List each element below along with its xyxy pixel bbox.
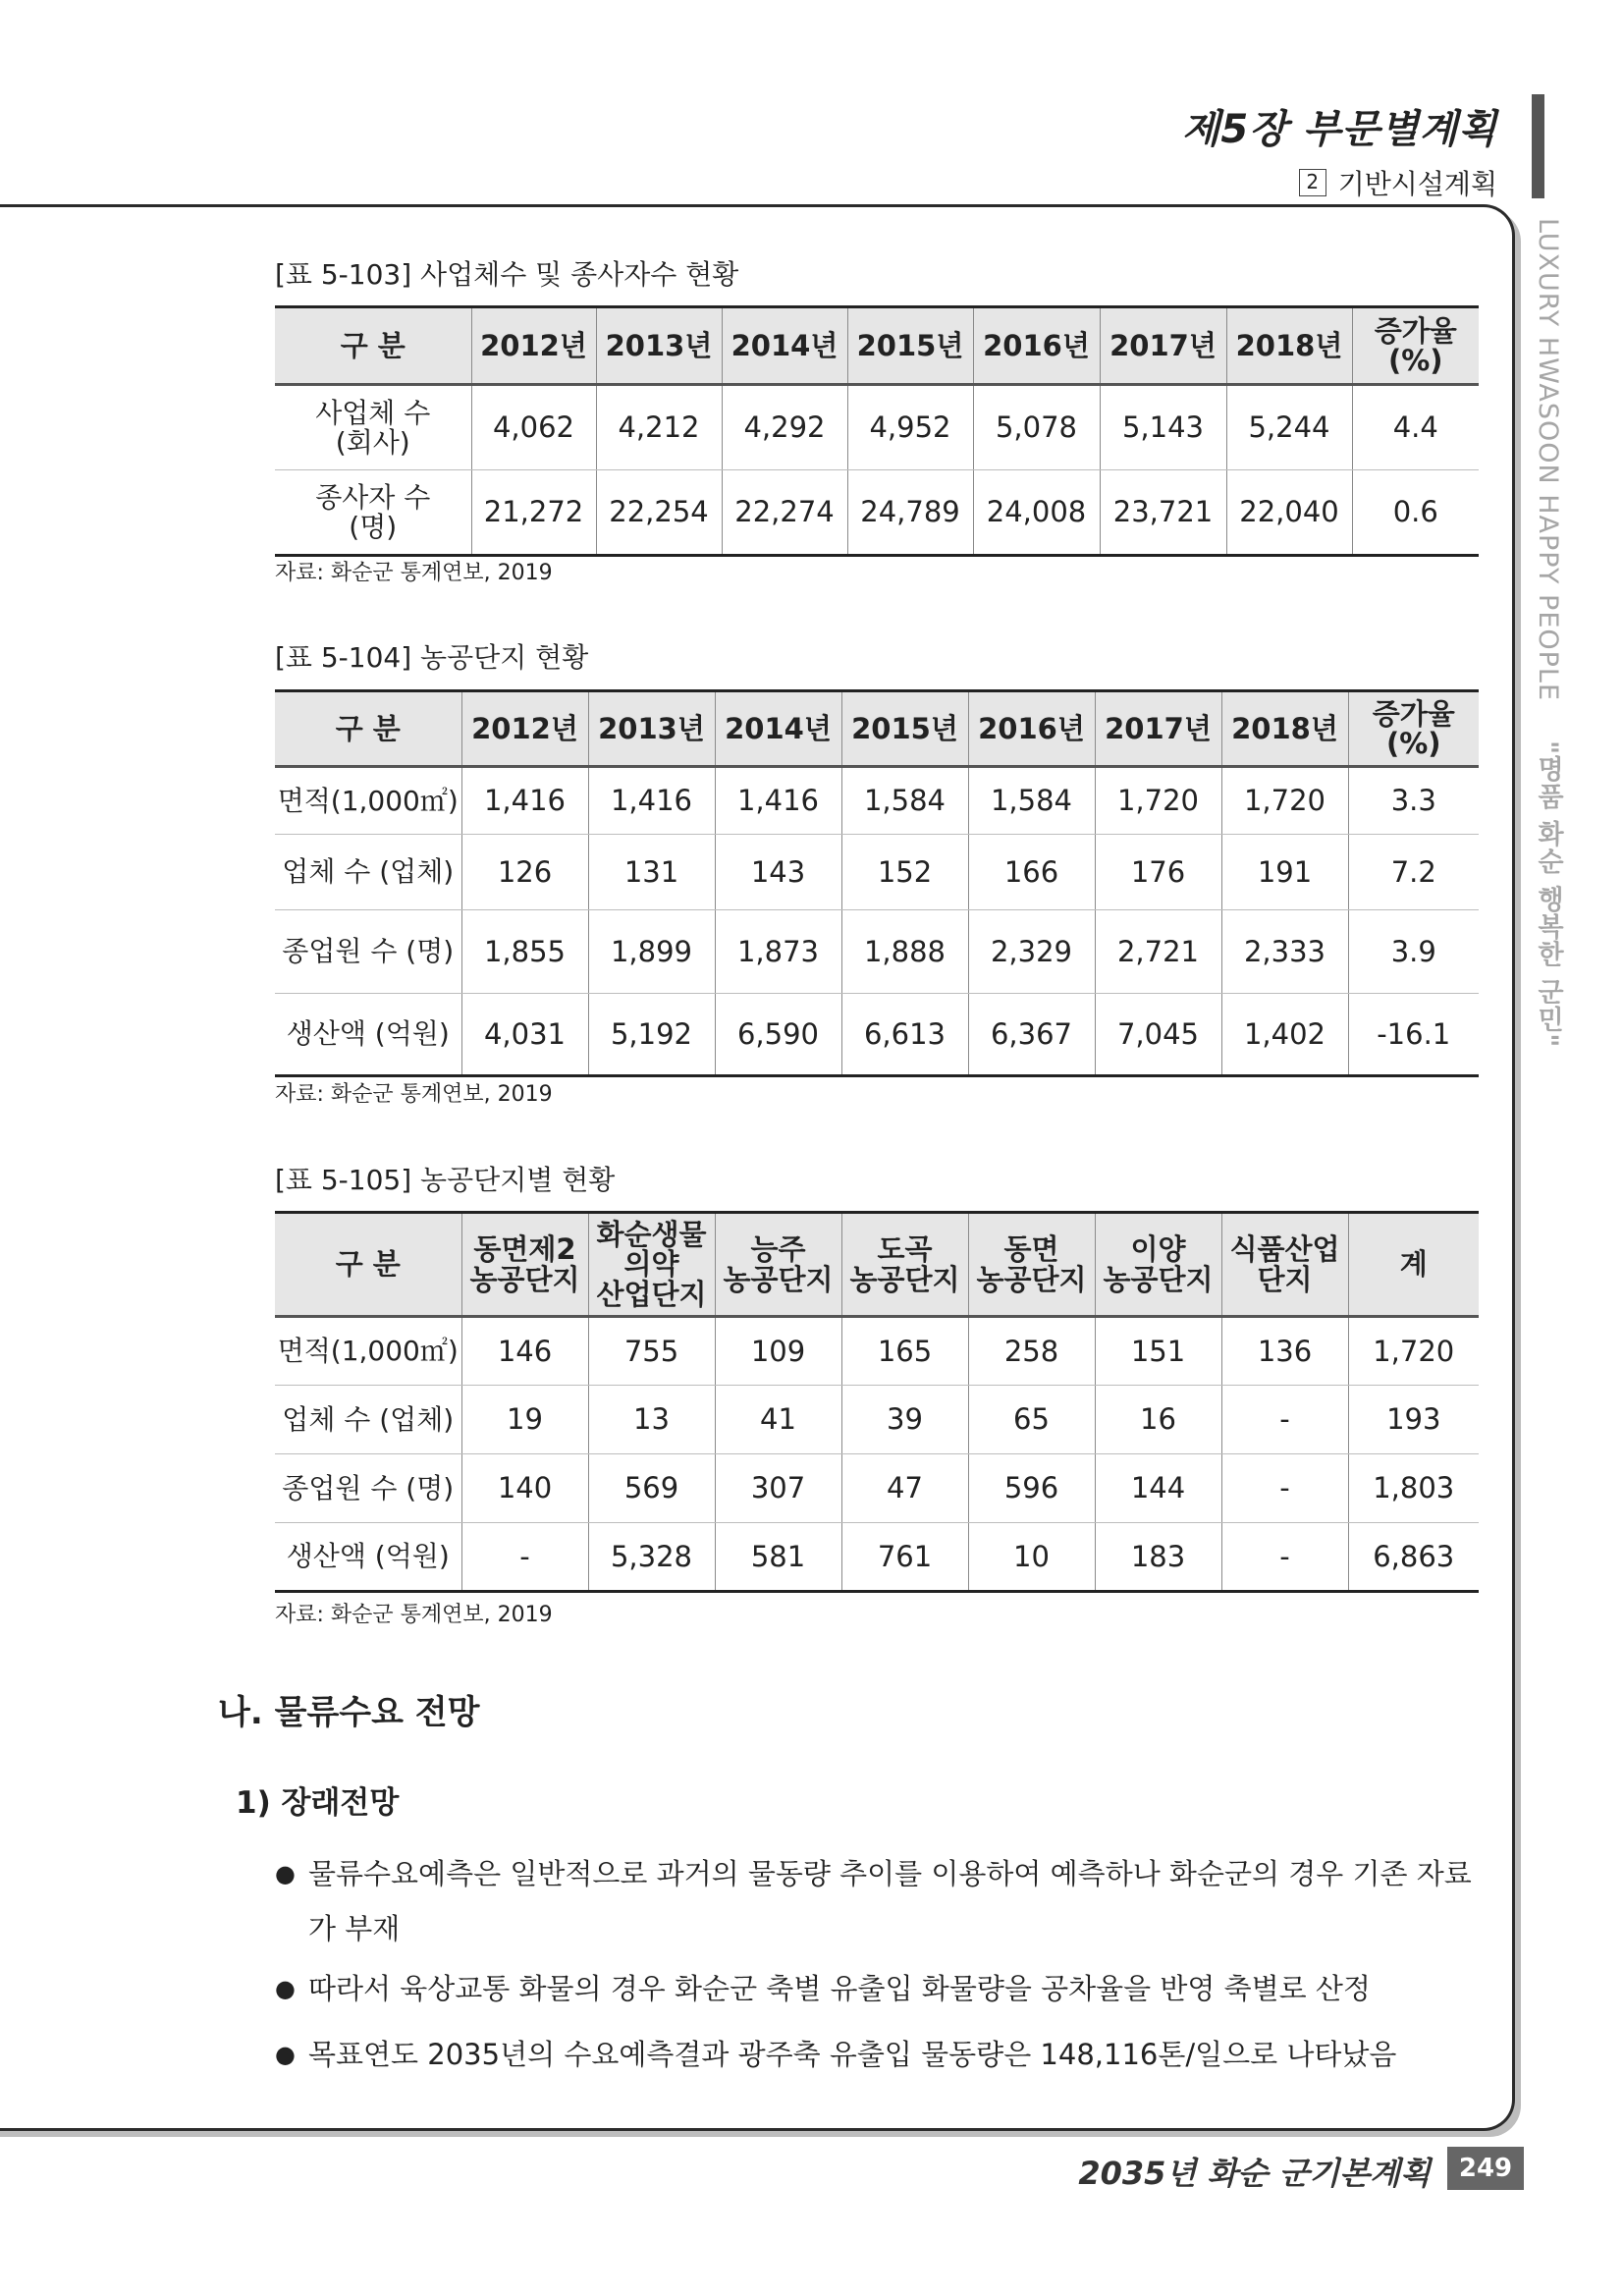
table-cell: 41 <box>715 1386 841 1454</box>
section-number-box: 2 <box>1299 169 1326 196</box>
bullet-item <box>275 2027 1473 2082</box>
table-cell: 22,040 <box>1226 470 1352 556</box>
table-cell: 1,888 <box>841 910 968 994</box>
table-cell: 47 <box>841 1454 968 1523</box>
column-header: 2018년 <box>1221 691 1348 767</box>
table-cell: 1,584 <box>841 767 968 835</box>
bullet-item <box>275 1961 1473 2016</box>
table-cell: 596 <box>968 1454 1095 1523</box>
table-cell: 1,416 <box>715 767 841 835</box>
page-number: 249 <box>1447 2147 1524 2190</box>
column-header: 구 분 <box>275 691 461 767</box>
table-header-row <box>275 691 1479 767</box>
bullet-item <box>275 1846 1473 1956</box>
row-label: 생산액 (억원) <box>275 994 461 1076</box>
table-cell: 307 <box>715 1454 841 1523</box>
column-header: 2015년 <box>841 691 968 767</box>
table-cell: 6,590 <box>715 994 841 1076</box>
row-label: 종사자 수 (명) <box>275 470 471 556</box>
row-label: 사업체 수 (회사) <box>275 385 471 470</box>
column-header: 2016년 <box>968 691 1095 767</box>
table1-caption: [표 5-103] 사업체수 및 종사자수 현황 <box>275 258 739 291</box>
row-label: 면적(1,000㎡) <box>275 1317 461 1386</box>
column-header: 계 <box>1348 1213 1479 1317</box>
table2 <box>275 689 1479 1077</box>
table-cell: 1,416 <box>588 767 715 835</box>
bullet-text: 물류수요예측은 일반적으로 과거의 물동량 추이를 이용하여 예측하나 화순군의 경우 기존 자료가 부재 <box>308 1857 1472 1945</box>
table-cell: 1,873 <box>715 910 841 994</box>
table-cell: 1,720 <box>1221 767 1348 835</box>
table-cell: 140 <box>461 1454 588 1523</box>
bullet-text: 목표연도 2035년의 수요예측결과 광주축 유출입 물동량은 148,116톤/일으로 나타났음 <box>308 2038 1397 2071</box>
table-cell: 3.3 <box>1348 767 1479 835</box>
table1 <box>275 305 1479 557</box>
side-slogan-english: LUXURY HWASOON HAPPY PEOPLE <box>1533 218 1563 702</box>
table-cell: 22,254 <box>596 470 722 556</box>
table-cell: 151 <box>1095 1317 1221 1386</box>
table-cell: 581 <box>715 1523 841 1592</box>
table-cell: 2,329 <box>968 910 1095 994</box>
table-row <box>275 835 1479 910</box>
row-label: 종업원 수 (명) <box>275 1454 461 1523</box>
table-cell: 24,008 <box>973 470 1100 556</box>
table-cell: 1,584 <box>968 767 1095 835</box>
column-header: 증가율 (%) <box>1348 691 1479 767</box>
table-cell: 5,078 <box>973 385 1100 470</box>
table-cell: 3.9 <box>1348 910 1479 994</box>
column-header: 2013년 <box>596 307 722 385</box>
table-cell: 144 <box>1095 1454 1221 1523</box>
table-cell: 193 <box>1348 1386 1479 1454</box>
table-cell: 143 <box>715 835 841 910</box>
table-cell: 4,031 <box>461 994 588 1076</box>
row-label: 업체 수 (업체) <box>275 835 461 910</box>
table-cell: 5,244 <box>1226 385 1352 470</box>
bullet-dot: ● <box>275 1860 296 1887</box>
section-subheading: 1) 장래전망 <box>236 1785 400 1821</box>
table-cell: 16 <box>1095 1386 1221 1454</box>
table2-caption: [표 5-104] 농공단지 현황 <box>275 641 589 674</box>
table-cell: 569 <box>588 1454 715 1523</box>
table-cell: 6,367 <box>968 994 1095 1076</box>
bullet-text: 따라서 육상교통 화물의 경우 화순군 축별 유출입 화물량을 공차율을 반영 축별로 산정 <box>308 1972 1371 2005</box>
table-cell: 4.4 <box>1352 385 1479 470</box>
table-cell: 183 <box>1095 1523 1221 1592</box>
table-cell: 6,863 <box>1348 1523 1479 1592</box>
table1-source: 자료: 화순군 통계연보, 2019 <box>275 561 553 585</box>
column-header: 2012년 <box>461 691 588 767</box>
column-header: 식품산업 단지 <box>1221 1213 1348 1317</box>
table-row <box>275 910 1479 994</box>
table-cell: 146 <box>461 1317 588 1386</box>
column-header: 2014년 <box>715 691 841 767</box>
column-header: 2017년 <box>1100 307 1226 385</box>
table-row <box>275 1523 1479 1592</box>
table-cell: 2,721 <box>1095 910 1221 994</box>
table-cell: 166 <box>968 835 1095 910</box>
table-cell: 258 <box>968 1317 1095 1386</box>
table3 <box>275 1211 1479 1593</box>
table-cell: 1,899 <box>588 910 715 994</box>
table-header-row <box>275 1213 1479 1317</box>
table-cell: 7.2 <box>1348 835 1479 910</box>
table-cell: 1,416 <box>461 767 588 835</box>
table-cell: 2,333 <box>1221 910 1348 994</box>
column-header: 동면 농공단지 <box>968 1213 1095 1317</box>
table3-source: 자료: 화순군 통계연보, 2019 <box>275 1603 553 1627</box>
table-cell: -16.1 <box>1348 994 1479 1076</box>
column-header: 동면제2 농공단지 <box>461 1213 588 1317</box>
table-header-row <box>275 307 1479 385</box>
table-cell: 165 <box>841 1317 968 1386</box>
table2-source: 자료: 화순군 통계연보, 2019 <box>275 1082 553 1107</box>
bullet-dot: ● <box>275 1975 296 2002</box>
table3-caption: [표 5-105] 농공단지별 현황 <box>275 1164 616 1196</box>
table-row <box>275 470 1479 556</box>
table-cell: 7,045 <box>1095 994 1221 1076</box>
table-cell: 23,721 <box>1100 470 1226 556</box>
table-cell: 761 <box>841 1523 968 1592</box>
table-cell: 131 <box>588 835 715 910</box>
table-cell: 21,272 <box>471 470 596 556</box>
table-cell: 65 <box>968 1386 1095 1454</box>
row-label: 업체 수 (업체) <box>275 1386 461 1454</box>
table-cell: 4,212 <box>596 385 722 470</box>
table-cell: - <box>461 1523 588 1592</box>
section-label <box>1299 163 1497 202</box>
side-slogan <box>1528 218 1567 1082</box>
table-cell: 0.6 <box>1352 470 1479 556</box>
table-cell: 4,292 <box>722 385 847 470</box>
row-label: 생산액 (억원) <box>275 1523 461 1592</box>
column-header: 2014년 <box>722 307 847 385</box>
column-header: 2018년 <box>1226 307 1352 385</box>
table-row <box>275 385 1479 470</box>
side-slogan-korean: "명품 화순 행복한 군민" <box>1533 739 1563 1048</box>
table-cell: 109 <box>715 1317 841 1386</box>
table-cell: 191 <box>1221 835 1348 910</box>
header-accent-bar <box>1532 94 1544 198</box>
table-cell: 10 <box>968 1523 1095 1592</box>
section-title: 기반시설계획 <box>1337 168 1497 200</box>
table-cell: 39 <box>841 1386 968 1454</box>
chapter-title: 제5장 부문별계획 <box>1181 107 1497 152</box>
table-row <box>275 1386 1479 1454</box>
section-heading: 나. 물류수요 전망 <box>218 1693 480 1732</box>
table-cell: 1,803 <box>1348 1454 1479 1523</box>
column-header: 도곡 농공단지 <box>841 1213 968 1317</box>
column-header: 화순생물 의약 산업단지 <box>588 1213 715 1317</box>
table-cell: 6,613 <box>841 994 968 1076</box>
table-cell: 22,274 <box>722 470 847 556</box>
footer-title: 2035년 화순 군기본계획 <box>1078 2155 1431 2192</box>
table-cell: 176 <box>1095 835 1221 910</box>
table-cell: - <box>1221 1386 1348 1454</box>
table-cell: - <box>1221 1523 1348 1592</box>
column-header: 이양 농공단지 <box>1095 1213 1221 1317</box>
table-cell: 4,062 <box>471 385 596 470</box>
table-cell: 24,789 <box>847 470 973 556</box>
table-row <box>275 994 1479 1076</box>
table-cell: 1,720 <box>1095 767 1221 835</box>
table-cell: 152 <box>841 835 968 910</box>
table-cell: 5,192 <box>588 994 715 1076</box>
table-cell: 136 <box>1221 1317 1348 1386</box>
table-cell: 5,328 <box>588 1523 715 1592</box>
table-cell: 1,855 <box>461 910 588 994</box>
table-cell: 755 <box>588 1317 715 1386</box>
table-cell: - <box>1221 1454 1348 1523</box>
column-header: 2016년 <box>973 307 1100 385</box>
table-cell: 13 <box>588 1386 715 1454</box>
bullet-dot: ● <box>275 2041 296 2068</box>
column-header: 2012년 <box>471 307 596 385</box>
column-header: 구 분 <box>275 307 471 385</box>
table-cell: 19 <box>461 1386 588 1454</box>
column-header: 능주 농공단지 <box>715 1213 841 1317</box>
column-header: 증가율 (%) <box>1352 307 1479 385</box>
table-row <box>275 767 1479 835</box>
table-cell: 1,720 <box>1348 1317 1479 1386</box>
column-header: 구 분 <box>275 1213 461 1317</box>
row-label: 면적(1,000㎡) <box>275 767 461 835</box>
table-cell: 126 <box>461 835 588 910</box>
table-cell: 1,402 <box>1221 994 1348 1076</box>
row-label: 종업원 수 (명) <box>275 910 461 994</box>
column-header: 2015년 <box>847 307 973 385</box>
table-row <box>275 1454 1479 1523</box>
table-cell: 5,143 <box>1100 385 1226 470</box>
column-header: 2017년 <box>1095 691 1221 767</box>
table-row <box>275 1317 1479 1386</box>
column-header: 2013년 <box>588 691 715 767</box>
table-cell: 4,952 <box>847 385 973 470</box>
